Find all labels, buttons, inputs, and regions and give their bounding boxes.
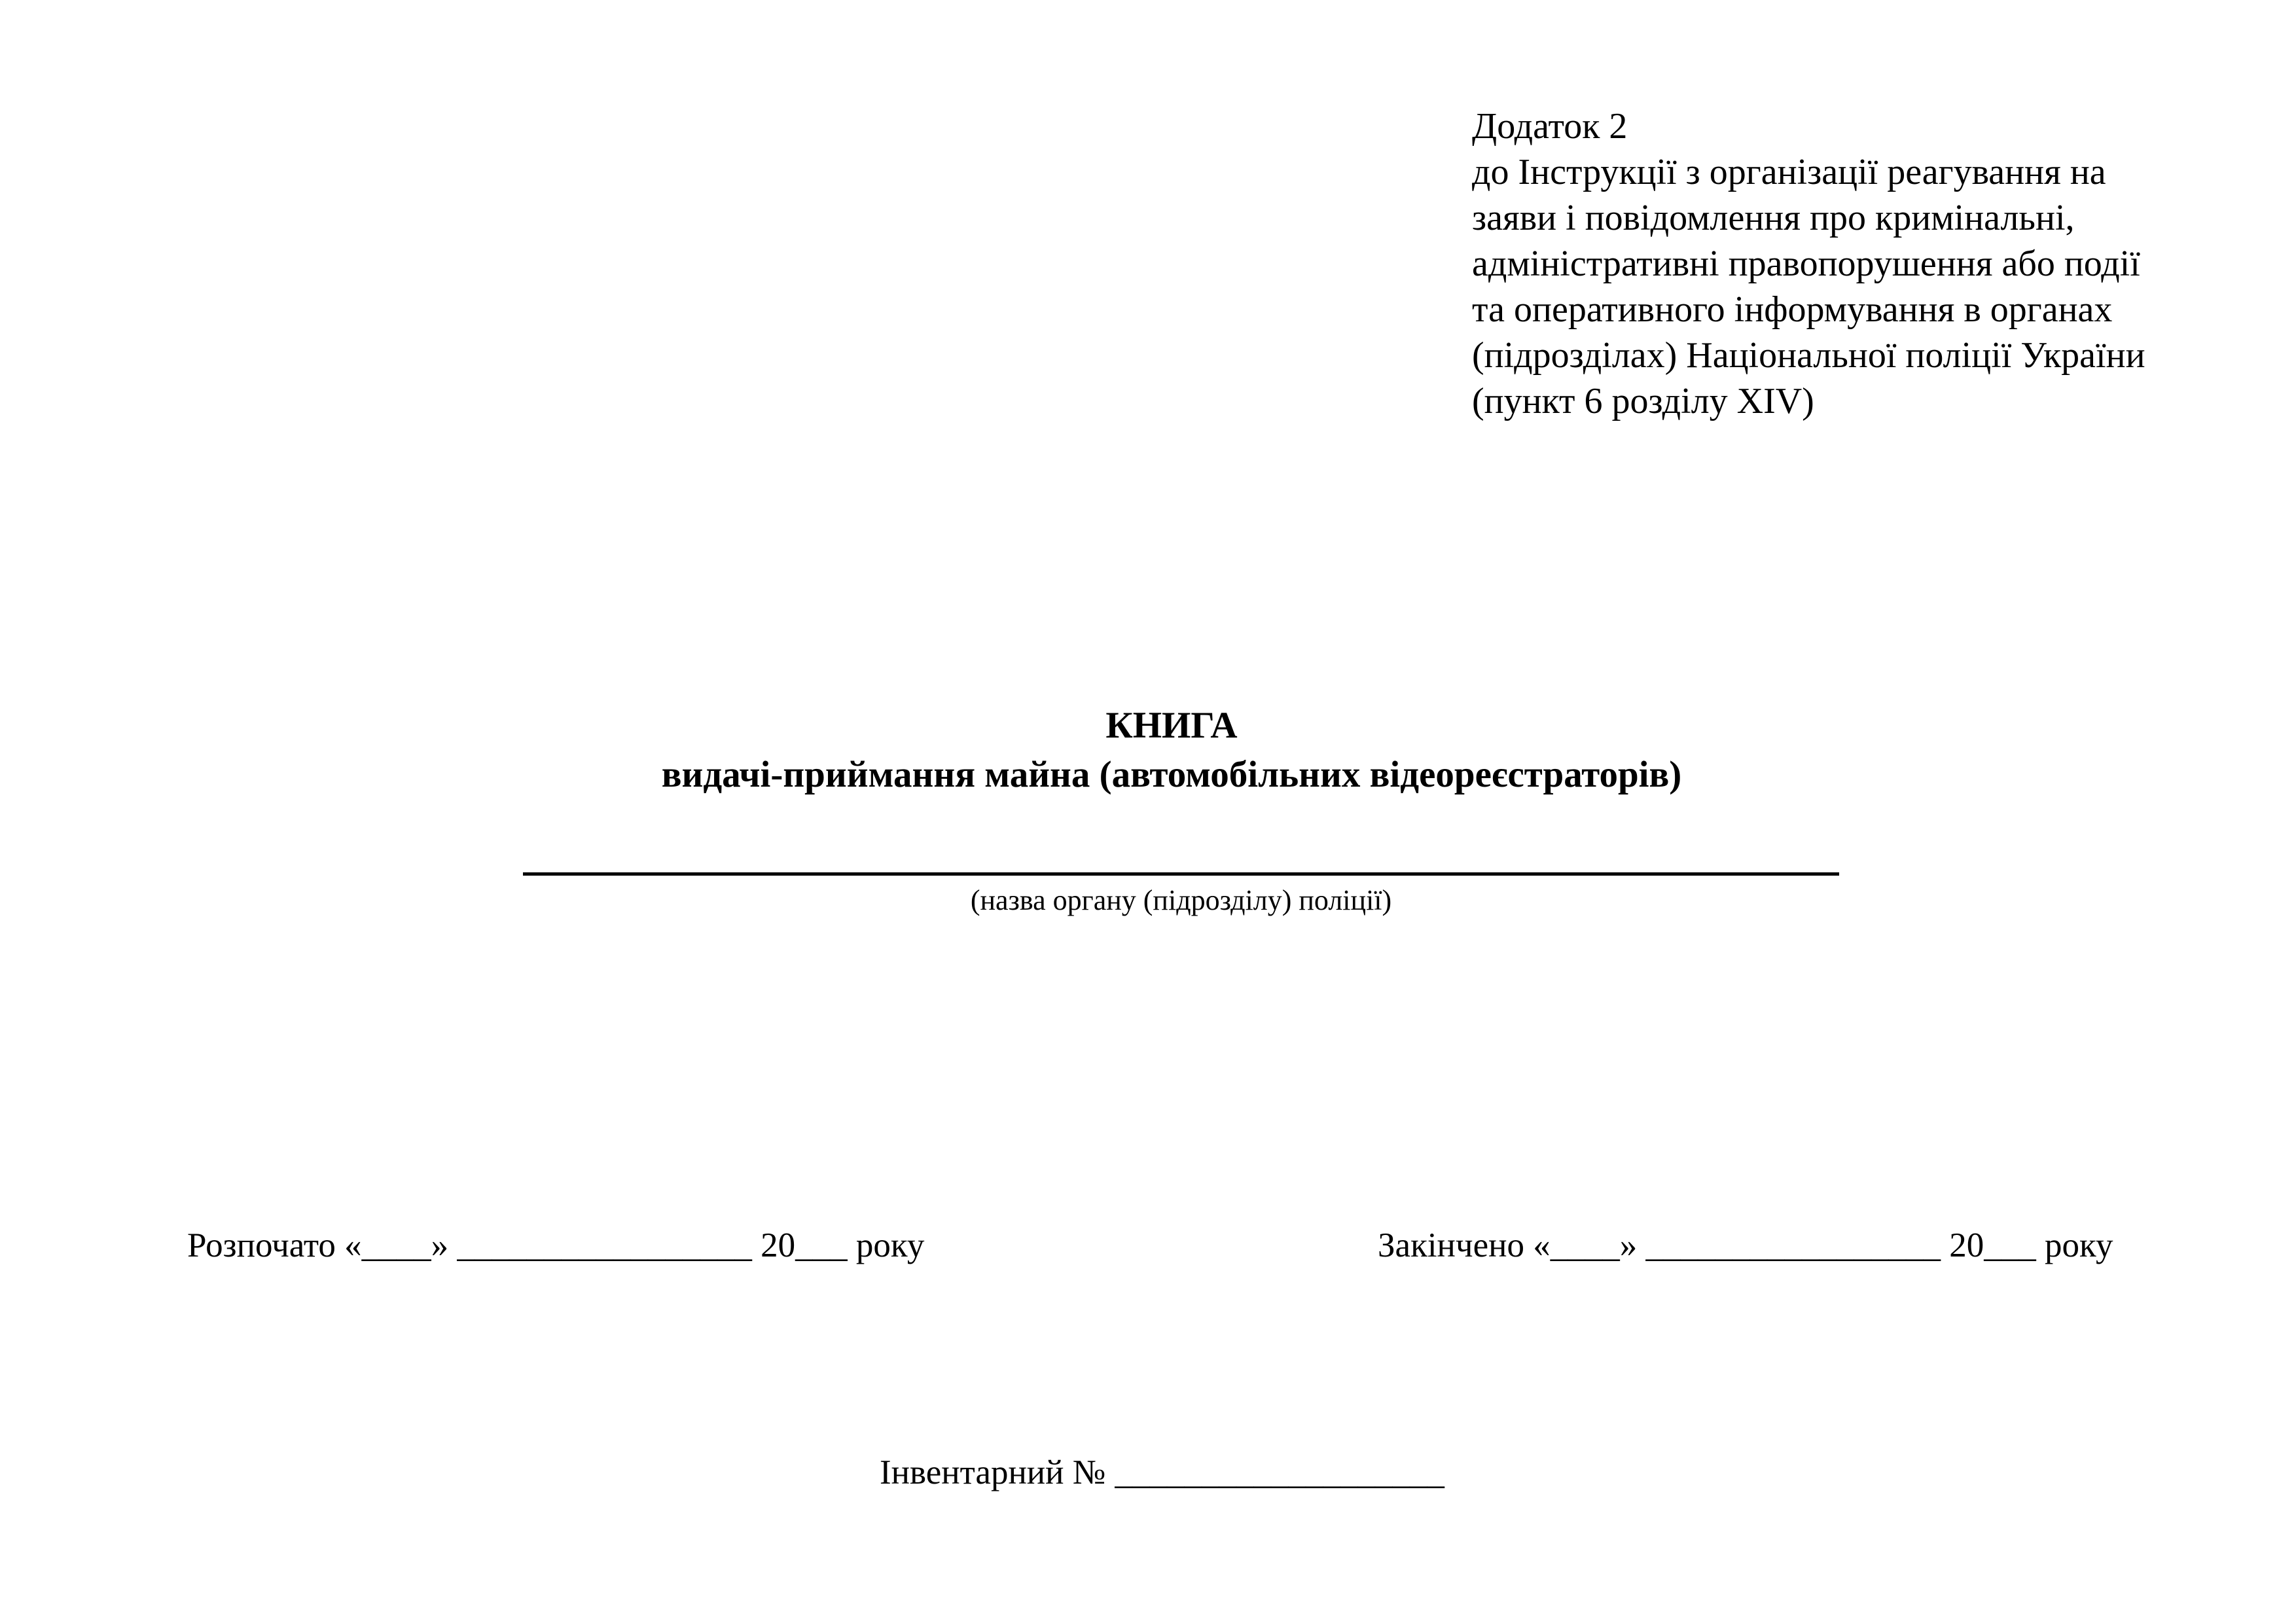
appendix-line: (пункт 6 розділу XIV) xyxy=(1472,381,1814,421)
org-name-caption: (назва органу (підрозділу) поліції) xyxy=(970,884,1392,916)
date-started-line: Розпочато «____» _________________ 20___ року xyxy=(187,1226,925,1264)
appendix-line: заяви і повідомлення про кримінальні, xyxy=(1472,198,2075,238)
appendix-line: до Інструкції з організації реагування на xyxy=(1472,152,2106,192)
appendix-line: (підрозділах) Національної поліції України xyxy=(1472,335,2145,376)
book-title-block xyxy=(24,701,2296,799)
date-finished-line: Закінчено «____» _________________ 20___ року xyxy=(1378,1226,2113,1264)
book-title: КНИГА xyxy=(1105,705,1238,746)
appendix-block xyxy=(1472,103,2145,424)
inventory-blank: ___________________ xyxy=(1115,1454,1444,1491)
inventory-label: Інвентарний № xyxy=(880,1454,1106,1491)
book-subtitle: видачі-приймання майна (автомобільних відеореєстраторів) xyxy=(661,754,1682,795)
appendix-line: Додаток 2 xyxy=(1472,106,1628,147)
inventory-line xyxy=(880,1452,1444,1493)
appendix-line: та оперативного інформування в органах xyxy=(1472,289,2113,330)
org-name-blank-line xyxy=(523,842,1839,876)
appendix-line: адміністративні правопорушення або події xyxy=(1472,243,2140,284)
